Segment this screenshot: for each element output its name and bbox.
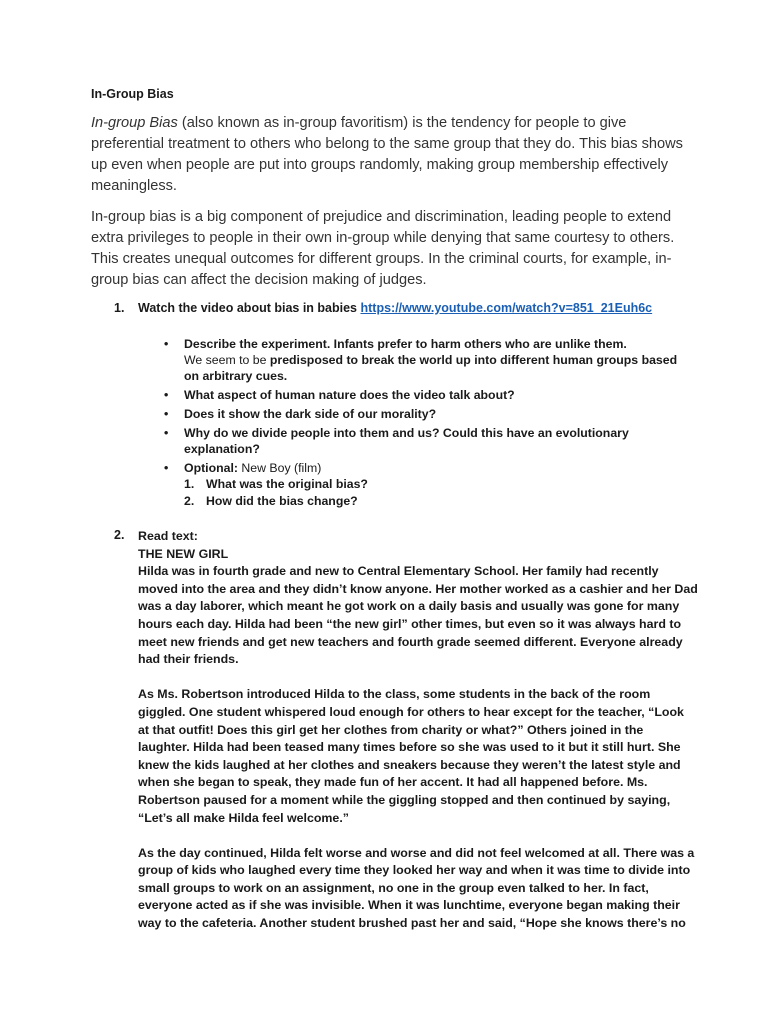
bullet-item [164,336,684,384]
intro-lead-term: In-group Bias [91,115,178,131]
bullet-dot-icon: • [164,388,169,402]
list-item-1-text: Watch the video about bias in babies [138,301,361,315]
bullet-5-label: Optional: [184,461,238,475]
bullet-1-normal: We seem to be [184,353,270,367]
bullet-dot-icon: • [164,426,169,440]
sublist-number: 2. [184,494,195,508]
sublist-item [184,476,684,493]
sublist-number: 1. [184,477,195,491]
bullet-4-text: Why do we divide people into them and us? Could this have an evolutionary explanation? [184,426,629,456]
document-title: In-Group Bias [91,87,174,101]
sublist-item [184,493,684,510]
bullet-item [164,387,684,403]
list-number-1: 1. [114,301,125,315]
bullet-3-text: Does it show the dark side of our morality? [184,407,437,421]
intro-paragraph-2: In-group bias is a big component of prejudice and discrimination, leading people to extend extra privileges to people in their own in-group while denying that same courtesy to others. This creates unequal outcomes for different groups. In the criminal courts, for example, in-group bias can affect the decision making of judges. [91,209,675,288]
bullet-1-label: Describe the experiment. Infants prefer to harm others who are unlike them. [184,337,627,351]
bullet-1-bold: predisposed to break the world up into different human groups based on arbitrary cues. [184,353,678,383]
intro-paragraph-1 [91,113,691,197]
bullet-item [164,425,684,457]
story-paragraph-2: As Ms. Robertson introduced Hilda to the class, some students in the back of the room giggled. One student whispered loud enough for others to hear except for the teacher, “Look at that outfit! Does this girl get her clothes from charity or what?” Others joined in the laughter. Hilda had been teased many times before so she was used to it but it still hurt. She knew the kids laughed at her clothes and sneakers because they weren’t the latest style and when she began to speak, they made fun of her accent. It had all happened before. Ms. Robertson paused for a moment while the giggling stopped and then continued by saying, “Let’s all make Hilda feel welcome.” [138,687,684,825]
sublist-item-2-text: How did the bias change? [206,494,358,508]
video-link[interactable]: https://www.youtube.com/watch?v=851_21Euh6c [360,301,653,315]
story-paragraph-1: Hilda was in fourth grade and new to Central Elementary School. Her family had recently moved into the area and they didn’t know anyone. Her mother worked as a cashier and her Dad was a day laborer, which meant he got work on a daily basis and usually was gone for many hours each day. Hilda had been “the new girl” other times, but even so it was always hard to meet new friends and get new teachers and fourth grade seemed different. Everyone already had their friends. [138,564,698,667]
sublist-item-1-text: What was the original bias? [206,477,368,491]
list-item-1 [138,301,652,315]
optional-sublist [184,476,684,510]
read-text-label: Read text: [138,529,198,543]
question-bullet-list [164,336,684,513]
bullet-item [164,406,684,422]
bullet-dot-icon: • [164,337,169,351]
bullet-5-text: New Boy (film) [237,461,322,475]
intro-paragraph-1-text: (also known as in-group favoritism) is the tendency for people to give preferential treatment to others who belong to the same group that they do. This bias shows up even when people are put into groups randomly, making group membership effectively meaningless. [91,115,683,194]
story-section [138,528,698,950]
story-title: THE NEW GIRL [138,546,229,561]
story-paragraph-3: As the day continued, Hilda felt worse and worse and did not feel welcomed at all. There was a group of kids who laughed every time they looked her way and when it was time to divide into small groups to work on an assignment, no one in the group even talked to her. In fact, everyone acted as if she was invisible. When it was lunchtime, everyone began making their way to the cafeteria. Another student brushed past her and said, “Hope she knows there’s no [138,845,695,931]
bullet-2-text: What aspect of human nature does the video talk about? [184,388,515,402]
bullet-dot-icon: • [164,461,169,475]
bullet-dot-icon: • [164,407,169,421]
bullet-item [164,460,684,510]
list-number-2: 2. [114,528,125,542]
